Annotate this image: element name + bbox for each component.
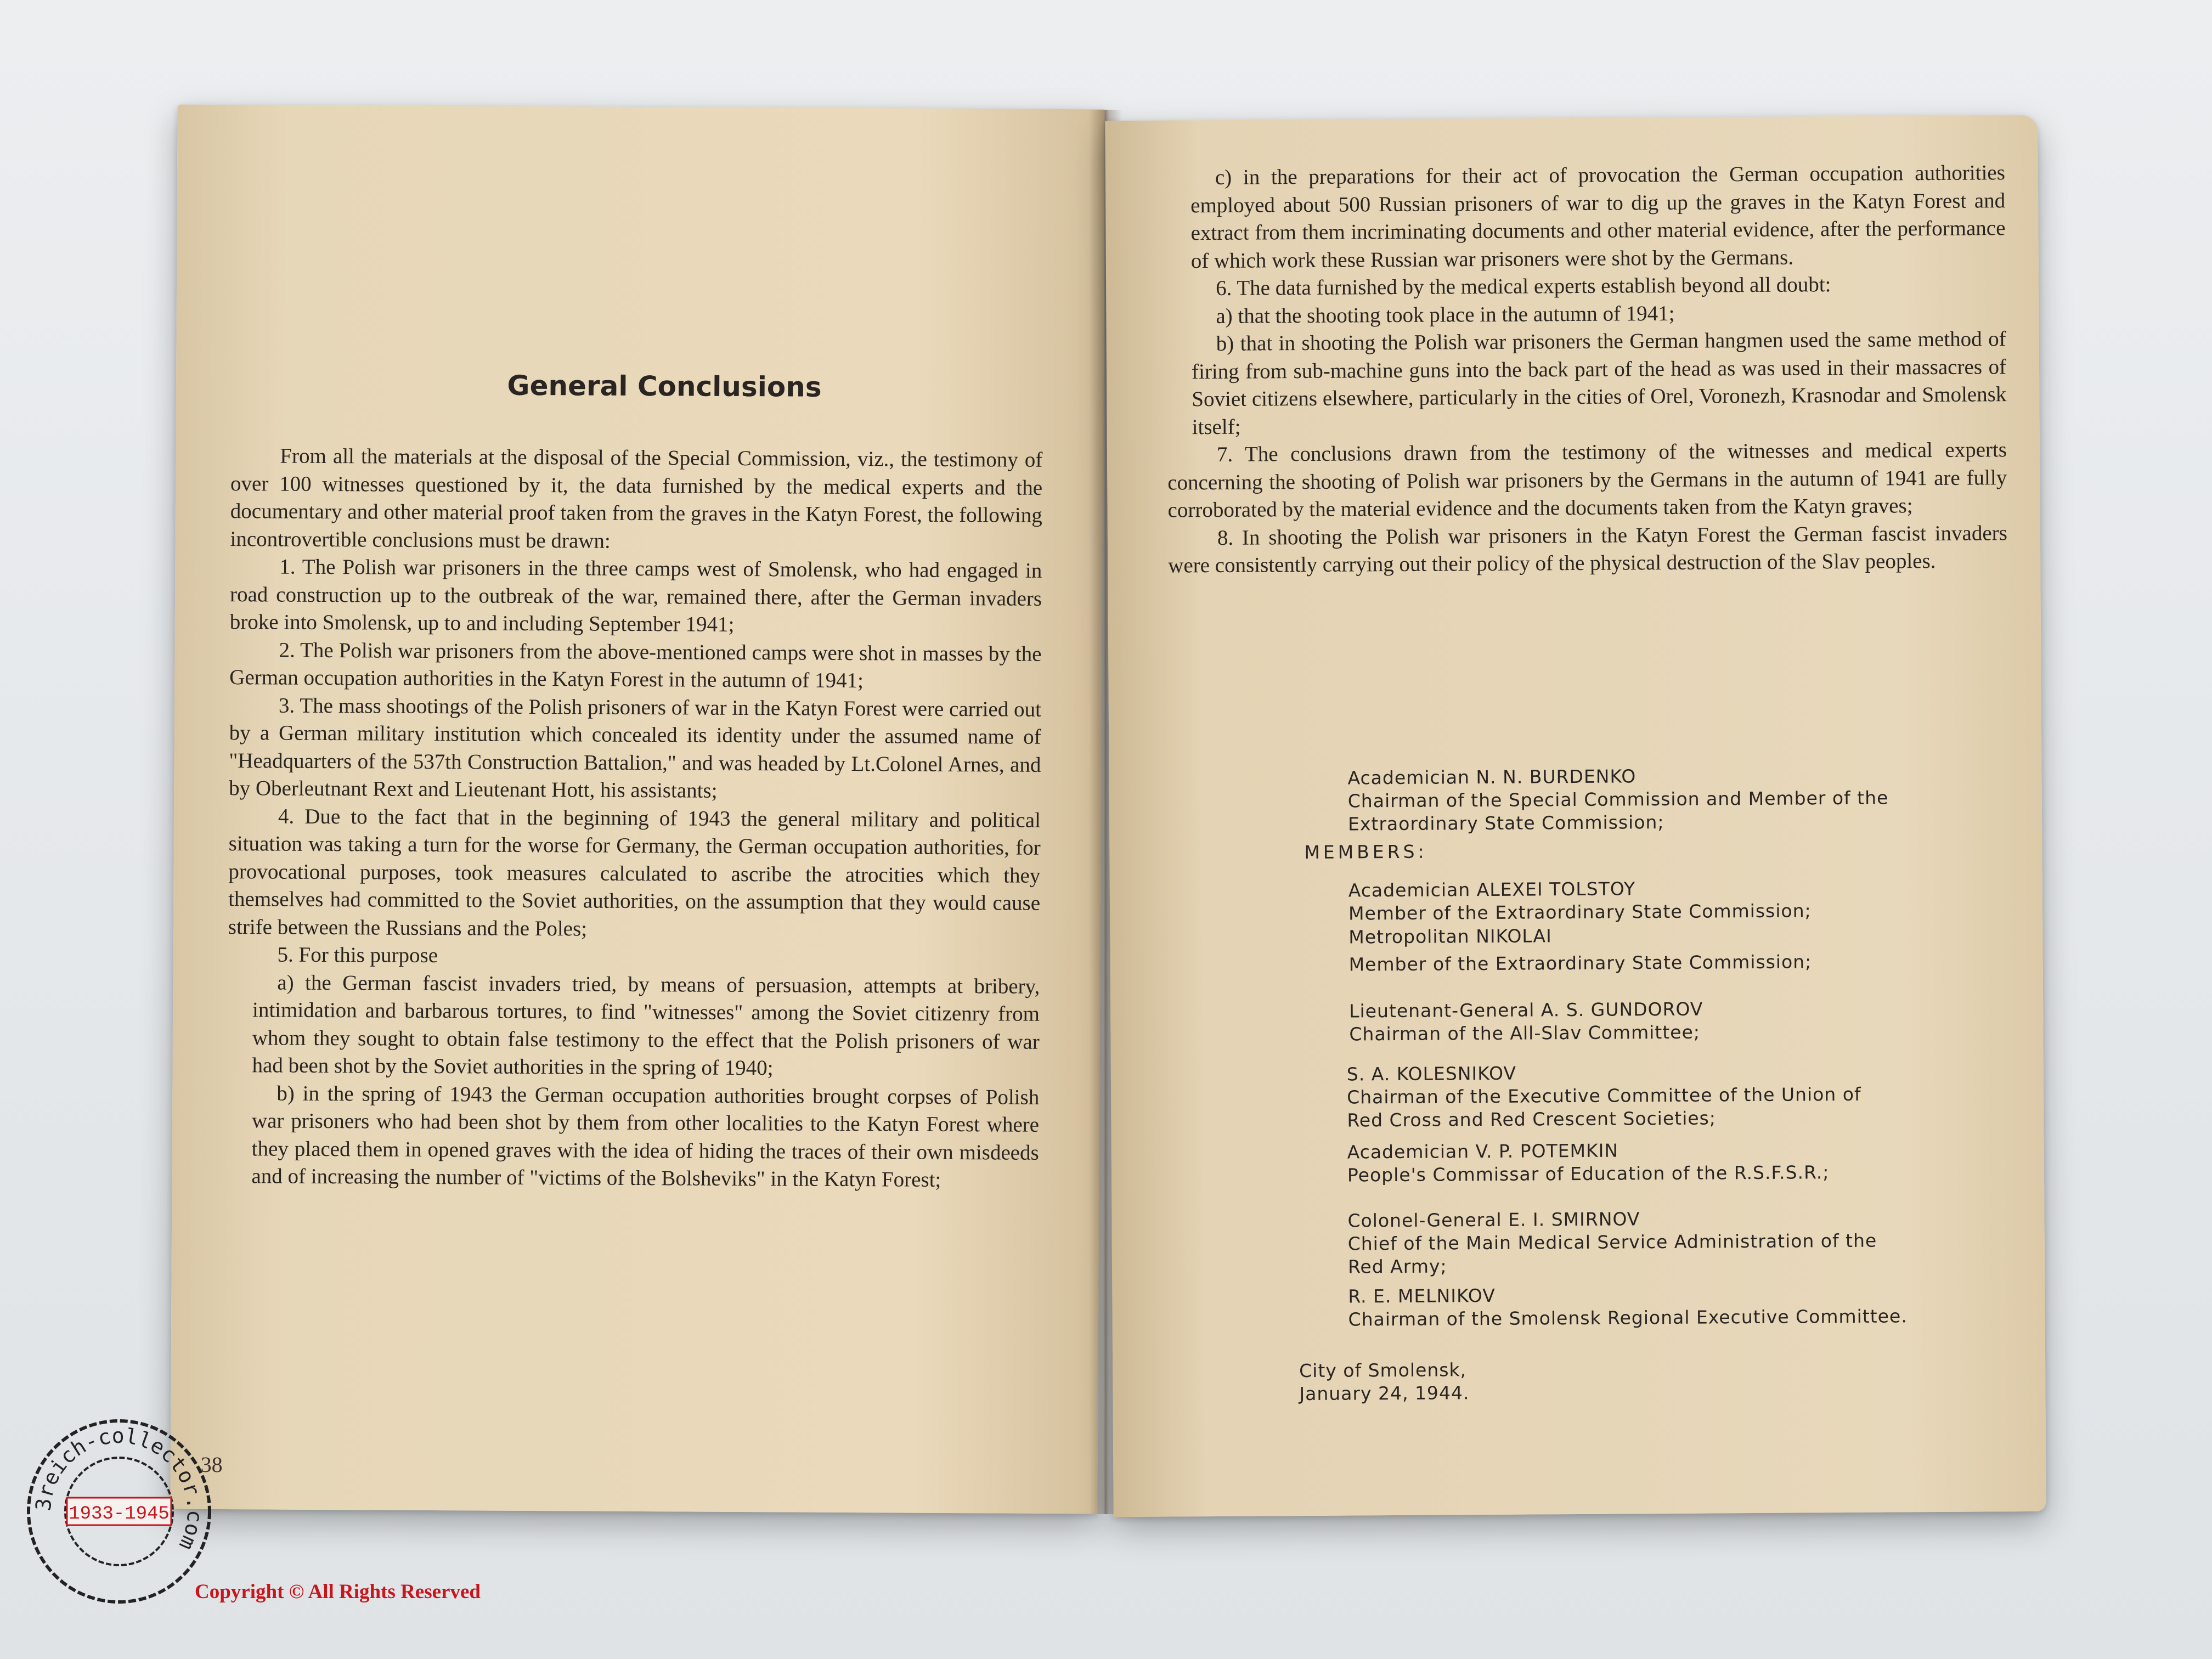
signatory-title: Extraordinary State Commission; (1347, 811, 1664, 835)
paragraph-5b: b) in the spring of 1943 the German occupation authorities brought corpses of Polish war prisoners who had been shot by them from other localities to the Katyn Forest where they placed them in opened graves with the idea of hiding the traces of their own misdeeds and of increasing the number of "victims of the Bolsheviks" in the Katyn Forest; (251, 1081, 1040, 1192)
place-date (1299, 1355, 2046, 1406)
signatory-title: Chairman of the Smolensk Regional Executive Committee. (1348, 1305, 1908, 1330)
signatory-title: Member of the Extraordinary State Commission; (1348, 951, 1812, 975)
signature-member (1348, 1280, 2046, 1331)
signatory-name: Colonel-General E. I. SMIRNOV (1347, 1208, 1640, 1232)
signatory-name: Academician N. N. BURDENKO (1347, 765, 1637, 789)
paragraph-conclusion-6: 6. The data furnished by the medical experts establish beyond all doubt: (1215, 273, 1831, 300)
signatory-title: Red Army; (1347, 1255, 1447, 1278)
date: January 24, 1944. (1299, 1382, 1470, 1405)
watermark-stamp (23, 1415, 215, 1607)
paragraph-5c: c) in the preparations for their act of provocation the German occupation authorities employed about 500 Russian prisoners of war to dig up the graves in the Katyn Forest and extract from them incriminating documents and other material evidence, after the performance of which work these Russian war prisoners were shot by the Germans. (1190, 161, 2006, 273)
place: City of Smolensk, (1299, 1359, 1467, 1382)
left-page-body (227, 442, 1042, 1194)
paragraph-conclusion-4: 4. Due to the fact that in the beginning of 1943 the general military and political situation was taking a turn for the worse for Germany, the German occupation authorities, for provocational purposes, took measures calculated to ascribe the atrocities which they themselves had committed to the Soviet authorities, on the assumption that they would cause strife between the Russians and the Poles; (228, 804, 1041, 941)
signature-member (1349, 995, 2046, 1046)
paragraph-5a: a) the German fascist invaders tried, by means of persuasion, attempts at bribery, intimidation and barbarous tortures, to find "witnesses" among the Soviet citizenry from whom they sought to obtain false testimony to the effect that the Polish prisoners of war had been shot by the Soviet authorities in the spring of 1940; (252, 970, 1040, 1080)
signatory-title: Chairman of the Special Commission and Member of the (1347, 787, 1889, 812)
right-page (1105, 115, 2046, 1517)
paragraph-conclusion-7: 7. The conclusions drawn from the testimony of the witnesses and medical experts concerning the shooting of Polish war prisoners by the Germans in the autumn of 1941 are fully corroborated by the material evidence and the documents taken from the Katyn graves; (1167, 438, 2007, 522)
members-heading: MEMBERS: (1304, 840, 1427, 864)
copyright-notice: Copyright © All Rights Reserved (195, 1581, 481, 1603)
left-page (170, 105, 1104, 1514)
stamp-years: 1933-1945 (69, 1504, 170, 1525)
signatory-title: Chairman of the All-Slav Committee; (1349, 1021, 1701, 1045)
paragraph-6a: a) that the shooting took place in the autumn of 1941; (1216, 301, 1675, 328)
signatory-name: Academician V. P. POTEMKIN (1347, 1139, 1619, 1163)
signature-member (1348, 921, 2046, 976)
signatory-name: Lieutenant-General A. S. GUNDOROV (1349, 998, 1703, 1022)
paragraph-conclusion-1: 1. The Polish war prisoners in the three camps west of Smolensk, who had engaged in road construction up to the outbreak of the war, remained there, after the German invaders broke into Smolensk, up to and including September 1941; (229, 555, 1042, 636)
paragraph-conclusion-8: 8. In shooting the Polish war prisoners in the Katyn Forest the German fascist invaders were consistently carrying out their policy of the physical destruction of the Slav peoples. (1168, 521, 2007, 578)
page-title: General Conclusions (507, 369, 822, 403)
signatory-title: Member of the Extraordinary State Commission; (1348, 900, 1812, 924)
right-page-body (1166, 159, 2008, 580)
signatory-name: Academician ALEXEI TOLSTOY (1348, 878, 1636, 901)
signature-member (1348, 874, 2046, 925)
signature-chairman (1347, 761, 2046, 836)
signatory-title: Chairman of the Executive Committee of the Union of (1347, 1083, 1861, 1108)
signatory-name: R. E. MELNIKOV (1348, 1284, 1496, 1307)
signatory-title: People's Commissar of Education of the R.S.F.S.R.; (1347, 1161, 1830, 1186)
paragraph-conclusion-2: 2. The Polish war prisoners from the above-mentioned camps were shot in masses by the German occupation authorities in the Katyn Forest in the autumn of 1941; (229, 638, 1042, 693)
signatory-title: Chief of the Main Medical Service Administration of the (1347, 1229, 1877, 1255)
signature-member (1347, 1136, 2046, 1187)
paragraph-conclusion-5: 5. For this purpose (277, 943, 438, 968)
page-number: 38 (200, 1452, 223, 1477)
paragraph-6b: b) that in shooting the Polish war prisoners the German hangmen used the same method of firing from sub-machine guns into the back part of the head as was used in their massacres of Soviet citizens elsewhere, particularly in the cities of Orel, Voronezh, Krasnodar and Smolensk itself; (1191, 327, 2007, 439)
signature-member (1347, 1058, 2046, 1132)
signature-member (1347, 1204, 2046, 1278)
signatory-name: Metropolitan NIKOLAI (1348, 925, 1552, 948)
signatory-title: Red Cross and Red Crescent Societies; (1347, 1107, 1717, 1131)
paragraph-conclusion-3: 3. The mass shootings of the Polish prisoners of war in the Katyn Forest were carried out by a German military institution which concealed its identity under the assumed name of "Headquarters of the 537th Construction Battalion," and was headed by Lt.Colonel Arnes, and by Oberleutnant Rext and Lieutenant Hott, his assistants; (229, 693, 1042, 803)
paragraph-intro: From all the materials at the disposal of the Special Commission, viz., the testimony of over 100 witnesses questioned by it, the data furnished by the medical experts and the documentary and other material proof taken from the graves in the Katyn Forest, the following incontrovertible conclusions must be drawn: (230, 444, 1043, 553)
stamp-text: 3reich-collector.com (31, 1423, 207, 1554)
signatory-name: S. A. KOLESNIKOV (1346, 1062, 1517, 1085)
